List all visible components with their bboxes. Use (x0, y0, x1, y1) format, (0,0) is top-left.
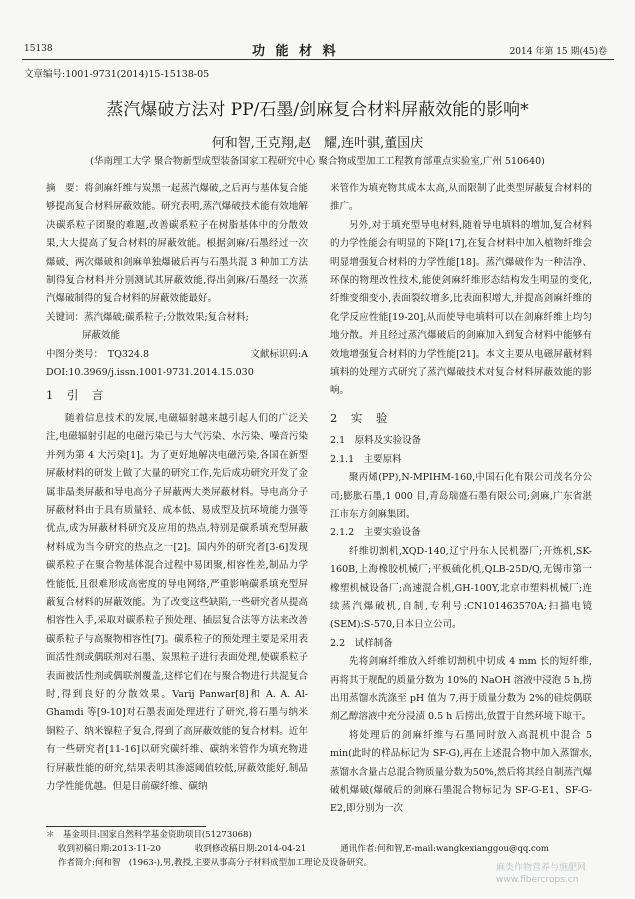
document-code: 文献标识码:A (250, 348, 308, 360)
author-bio-note: 作者简介:何和智 (1963-),男,教授,主要从事高分子材料成型加工理论及设备研究。 (58, 858, 373, 868)
intro-continued: 米管作为填充物其成本太高,从而限制了此类型屏蔽复合材料的推广。 (330, 183, 592, 213)
dates-contact-note: 收到初稿日期:2013-11-20 收到修改稿日期:2014-04-21 通讯作者:何和智,E-mail:wangkexianggou@qq.com (58, 844, 549, 854)
section-1-heading: 1 引 言 (46, 388, 105, 403)
doi: DOI:10.3969/j.issn.1001-9731.2014.15.030 (46, 367, 254, 379)
section-2-1-1-heading: 2.1.1 主要原料 (330, 453, 402, 465)
header-rule (22, 59, 614, 60)
keywords: 关键词：蒸汽爆破;碳系粒子;分散效果;复合材料; (46, 311, 249, 323)
watermark: 麻类作物营养与施肥网 www.fibercrops.cn (496, 863, 587, 885)
journal-name: 功 能 材 料 (252, 44, 339, 59)
clc-number: 中图分类号： TQ324.8 (46, 348, 150, 360)
article-id: 文章编号:1001-9731(2014)15-15138-05 (24, 69, 210, 80)
left-column (46, 180, 308, 796)
section-2-1-2-heading: 2.1.2 主要实验设备 (330, 527, 421, 539)
prep-paragraph-1: 先将剑麻纤维放入纤维切割机中切成 4 mm 长的短纤维,再将其于规配的质量分数为 10%的 NaOH 溶液中浸泡 5 h,捞出用蒸馏水洗涤至 pH 值为 7,再于质量分数为 2%的硅烷偶联剂乙醇溶液中充分浸渍 0.5 h 后捞出,放置于自然环境下晾干。 (330, 656, 592, 723)
issue-info: 2014 年第 15 期(45)卷 (509, 47, 607, 57)
intro-paragraph: 随着信息技术的发展,电磁辐射越来越引起人们的广泛关注,电磁辐射引起的电磁污染已与大气污染、水污染、噪音污染并列为第 4 大污染[1]。为了更好地解决电磁污染,各国在新型屏蔽材料的研发上做了大量的研究工作,先后成功研究开发了金属非晶类屏蔽和导电高分子屏蔽两大类屏蔽材料。导电高分子屏蔽材料由于具有质量轻、成本低、易成型及抗环境能力强等优点,成为屏蔽材料研究及应用的热点,特别是碳系填充型屏蔽材料成为当今研究的热点之一[2]。国内外的研究者[3-6]发现碳系粒子在聚合物基体混合过程中易团聚,相容性差,制品力学性能低,且很难形成高密度的导电网络,严重影响碳系填充型屏蔽复合材料的屏蔽效能。为了改变这些缺陷,一些研究者从提高相容性入手,采取对碳系粒子预处理、插层复合法等方法来改善碳系粒子与高聚物相容性[7]。碳系粒子的预处理主要是采用表面活性剂或偶联剂对石墨、炭黑粒子进行表面处理,使碳系粒子表面被活性剂或偶联剂覆盖,这样它们在与聚合物进行共混复合时,得到良好的分散效果。Varij Panwar[8]和 A. A. Al-Ghamdi 等[9-10]对石墨表面处理进行了研究,将石墨与纳米铜粒子、纳米镍粒子复合,得到了高屏蔽效能的复合材料。近年有一些研究者[11-16]以研究碳纤维、碳纳米管作为填充物进行屏蔽性能的研究,结果表明其渗滤阈值较低,屏蔽效能好,制品力学性能优越。但是目前碳纤维、碳纳 (46, 412, 308, 792)
authors: 何和智,王克翔,赵 耀,连叶骐,董国庆 (211, 136, 424, 151)
keywords-cont: 屏蔽效能 (82, 330, 121, 342)
right-column (330, 180, 592, 819)
classification-row (46, 346, 308, 364)
abstract: 摘 要：将剑麻纤维与炭黑一起蒸汽爆破,之后再与基体复合能够提高复合材料屏蔽效能。研究表明,蒸汽爆破技术能有效地解决碳系粒子团聚的难题,改善碳系粒子在树脂基体中的分散效果,大大提高了复合材料的屏蔽效能。根据剑麻/石墨经过一次爆破、两次爆破和剑麻单独爆破后再与石墨共混 3 种加工方法制得复合材料并分别测试其屏蔽效能,得出剑麻/石墨经一次蒸汽爆破制得的复合材料的屏蔽效能最好。 (46, 183, 308, 305)
affiliation: (华南理工大学 聚合物新型成型装备国家工程研究中心 聚合物成型加工工程教育部重点实验室,广州 510640) (90, 156, 545, 167)
paper-title: 蒸汽爆破方法对 PP/石墨/剑麻复合材料屏蔽效能的影响* (106, 100, 529, 120)
footnote-rule (46, 826, 206, 827)
page-number: 15138 (24, 44, 53, 54)
funding-note: ＊ 基金项目:国家自然科学基金资助项目(51273068) (46, 830, 252, 840)
section-2-2-heading: 2.2 试样制备 (330, 637, 393, 649)
section-2-1-heading: 2.1 原料及实验设备 (330, 435, 422, 447)
section-2-heading: 2 实 验 (330, 410, 389, 425)
equipment-paragraph: 纤维切割机,XQD-140,辽宁丹东人民机器厂;开炼机,SK-160B,上海橡胶机械厂;平板硫化机,QLB-25D/Q,无锡市第一橡塑机械设备厂;高速混合机,GH-100Y,北京市塑料机械厂;连续蒸汽爆破机,自制,专利号:CN101463570A;扫描电镜(SEM):S-570,日本日立公司。 (330, 545, 592, 631)
prep-paragraph-2: 将处理后的剑麻纤维与石墨同时放入高混机中混合 5 min(此时的样品标记为 SF-G),再在上述混合物中加入蒸馏水,蒸馏水含量占总混合物质量分数为50%,然后将其经自制蒸汽爆破机爆破(爆破后的剑麻石墨混合物标记为 SF-G-E1、SF-G-E2,即分别为一次 (330, 729, 592, 815)
materials-paragraph: 聚丙烯(PP),N-MPIHM-160,中国石化有限公司茂名分公司;膨胀石墨,1 000 目,青岛瑞盛石墨有限公司;剑麻,广东省湛江市东方剑麻集团。 (330, 472, 592, 520)
intro-paragraph-2: 另外,对于填充型导电材料,随着导电填料的增加,复合材料的力学性能会有明显的下降[17],在复合材料中加入植物纤维会明显增强复合材料的力学性能[18]。蒸汽爆破作为一种洁净、环保的物理改性技术,能使剑麻纤维形态结构发生明显的变化,纤维变细变小,表面裂纹增多,比表面积增大,并提高剑麻纤维的化学反应性能[19-20],从而使导电填料可以在剑麻纤维上均匀地分散。并且经过蒸汽爆破后的剑麻加入到复合材料中能够有效地增强复合材料的力学性能[21]。本文主要从电磁屏蔽材料填料的处理方式研究了蒸汽爆破技术对复合材料屏蔽效能的影响。 (330, 219, 592, 397)
